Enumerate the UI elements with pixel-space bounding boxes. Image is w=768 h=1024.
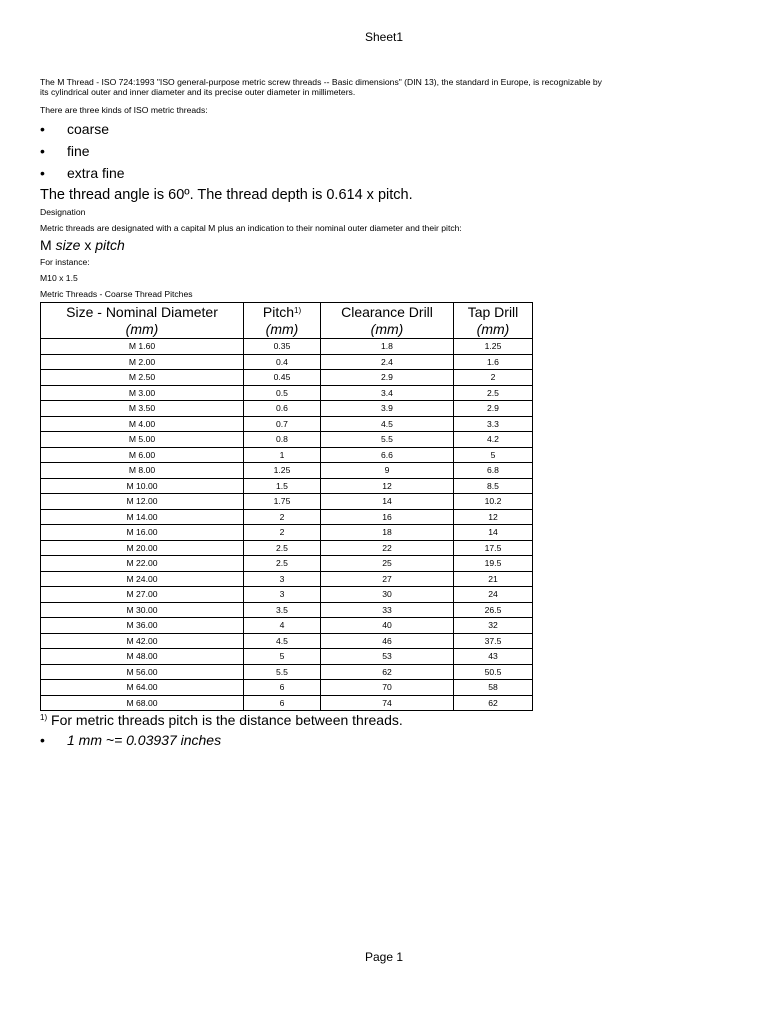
table-row bbox=[41, 525, 533, 541]
table-cell: 62 bbox=[454, 695, 533, 711]
table-row bbox=[41, 680, 533, 696]
table-cell: 8.5 bbox=[454, 478, 533, 494]
table-cell: 0.45 bbox=[244, 370, 321, 386]
table-row bbox=[41, 478, 533, 494]
table-row bbox=[41, 401, 533, 417]
table-cell: 4.5 bbox=[321, 416, 454, 432]
table-row bbox=[41, 509, 533, 525]
table-cell: M 27.00 bbox=[41, 587, 244, 603]
table-cell: 58 bbox=[454, 680, 533, 696]
table-row bbox=[41, 494, 533, 510]
table-cell: 24 bbox=[454, 587, 533, 603]
bullet-icon: • bbox=[40, 121, 45, 137]
table-row bbox=[41, 664, 533, 680]
table-cell: M 56.00 bbox=[41, 664, 244, 680]
table-cell: 2 bbox=[244, 525, 321, 541]
table-cell: 4 bbox=[244, 618, 321, 634]
thread-kinds-list bbox=[40, 118, 700, 184]
table-row bbox=[41, 618, 533, 634]
table-cell: M 2.50 bbox=[41, 370, 244, 386]
header-size: Size - Nominal Diameter (mm) bbox=[41, 303, 244, 339]
table-cell: 4.5 bbox=[244, 633, 321, 649]
table-cell: 22 bbox=[321, 540, 454, 556]
table-cell: M 36.00 bbox=[41, 618, 244, 634]
header-tap-drill: Tap Drill (mm) bbox=[454, 303, 533, 339]
table-cell: 1.25 bbox=[454, 339, 533, 355]
table-cell: 1.75 bbox=[244, 494, 321, 510]
bullet-icon: • bbox=[40, 143, 45, 159]
table-cell: M 6.00 bbox=[41, 447, 244, 463]
table-cell: 40 bbox=[321, 618, 454, 634]
table-cell: 3 bbox=[244, 587, 321, 603]
table-cell: 74 bbox=[321, 695, 454, 711]
table-row bbox=[41, 695, 533, 711]
table-caption: Metric Threads - Coarse Thread Pitches bbox=[40, 289, 193, 299]
table-row bbox=[41, 385, 533, 401]
table-cell: 62 bbox=[321, 664, 454, 680]
table-cell: 1.6 bbox=[454, 354, 533, 370]
intro-line-1: The M Thread - ISO 724:1993 "ISO general-purpose metric screw threads -- Basic dimensions" (DIN 13), the standard in Europe, is recognizable by bbox=[40, 77, 602, 87]
sheet-title: Sheet1 bbox=[364, 30, 404, 44]
table-cell: 3.9 bbox=[321, 401, 454, 417]
table-cell: M 12.00 bbox=[41, 494, 244, 510]
table-row bbox=[41, 633, 533, 649]
table-cell: M 14.00 bbox=[41, 509, 244, 525]
table-cell: 2.9 bbox=[454, 401, 533, 417]
table-row bbox=[41, 416, 533, 432]
table-row bbox=[41, 649, 533, 665]
header-clearance-drill: Clearance Drill (mm) bbox=[321, 303, 454, 339]
intro-paragraph bbox=[40, 77, 700, 97]
bullet-icon: • bbox=[40, 732, 45, 748]
table-cell: 2 bbox=[454, 370, 533, 386]
list-item: • fine bbox=[40, 140, 700, 162]
table-cell: 50.5 bbox=[454, 664, 533, 680]
instance-label: For instance: bbox=[40, 257, 90, 267]
table-cell: M 10.00 bbox=[41, 478, 244, 494]
table-cell: M 42.00 bbox=[41, 633, 244, 649]
table-cell: 5.5 bbox=[244, 664, 321, 680]
table-cell: 6.8 bbox=[454, 463, 533, 479]
table-cell: 0.5 bbox=[244, 385, 321, 401]
list-item: • extra fine bbox=[40, 162, 700, 184]
content-area bbox=[40, 77, 700, 751]
table-cell: 0.35 bbox=[244, 339, 321, 355]
table-cell: 1 bbox=[244, 447, 321, 463]
designation-text: Metric threads are designated with a capital M plus an indication to their nominal outer diameter and their pitch: bbox=[40, 223, 462, 233]
table-cell: M 5.00 bbox=[41, 432, 244, 448]
table-cell: 18 bbox=[321, 525, 454, 541]
table-cell: 1.25 bbox=[244, 463, 321, 479]
table-cell: 10.2 bbox=[454, 494, 533, 510]
table-cell: 46 bbox=[321, 633, 454, 649]
table-cell: 2 bbox=[244, 509, 321, 525]
table-cell: 14 bbox=[454, 525, 533, 541]
table-row bbox=[41, 587, 533, 603]
table-cell: 32 bbox=[454, 618, 533, 634]
table-cell: 12 bbox=[454, 509, 533, 525]
table-cell: 6 bbox=[244, 695, 321, 711]
table-cell: 19.5 bbox=[454, 556, 533, 572]
table-cell: 26.5 bbox=[454, 602, 533, 618]
table-cell: 53 bbox=[321, 649, 454, 665]
table-cell: M 16.00 bbox=[41, 525, 244, 541]
list-item: • coarse bbox=[40, 118, 700, 140]
table-cell: 0.7 bbox=[244, 416, 321, 432]
table-row bbox=[41, 463, 533, 479]
table-row bbox=[41, 354, 533, 370]
table-row bbox=[41, 556, 533, 572]
table-cell: 2.5 bbox=[454, 385, 533, 401]
table-cell: M 22.00 bbox=[41, 556, 244, 572]
table-cell: 2.5 bbox=[244, 540, 321, 556]
table-row bbox=[41, 447, 533, 463]
table-cell: 3 bbox=[244, 571, 321, 587]
table-cell: M 68.00 bbox=[41, 695, 244, 711]
thread-angle-text: The thread angle is 60º. The thread depth is 0.614 x pitch. bbox=[40, 187, 413, 203]
table-row bbox=[41, 602, 533, 618]
table-cell: 0.6 bbox=[244, 401, 321, 417]
table-cell: 5 bbox=[244, 649, 321, 665]
table-cell: M 2.00 bbox=[41, 354, 244, 370]
designation-formula: M size x pitch bbox=[40, 237, 125, 253]
table-cell: 6 bbox=[244, 680, 321, 696]
table-cell: 2.5 bbox=[244, 556, 321, 572]
table-cell: M 20.00 bbox=[41, 540, 244, 556]
table-cell: M 8.00 bbox=[41, 463, 244, 479]
table-cell: 16 bbox=[321, 509, 454, 525]
bullet-icon: • bbox=[40, 165, 45, 181]
table-cell: M 24.00 bbox=[41, 571, 244, 587]
table-cell: M 3.00 bbox=[41, 385, 244, 401]
table-cell: M 30.00 bbox=[41, 602, 244, 618]
table-cell: 1.5 bbox=[244, 478, 321, 494]
table-cell: 43 bbox=[454, 649, 533, 665]
table-body bbox=[41, 339, 533, 711]
table-cell: 27 bbox=[321, 571, 454, 587]
table-cell: 2.4 bbox=[321, 354, 454, 370]
thread-kinds-intro: There are three kinds of ISO metric threads: bbox=[40, 105, 208, 115]
designation-heading: Designation bbox=[40, 207, 86, 217]
table-cell: 37.5 bbox=[454, 633, 533, 649]
header-pitch: Pitch$^{1)}$ (mm) bbox=[244, 303, 321, 339]
table-cell: 21 bbox=[454, 571, 533, 587]
table-cell: M 1.60 bbox=[41, 339, 244, 355]
table-cell: 9 bbox=[321, 463, 454, 479]
table-cell: M 3.50 bbox=[41, 401, 244, 417]
table-cell: 5 bbox=[454, 447, 533, 463]
page-number: Page 1 bbox=[364, 950, 404, 964]
table-row bbox=[41, 339, 533, 355]
thread-table bbox=[40, 302, 533, 711]
table-cell: 25 bbox=[321, 556, 454, 572]
table-cell: 3.4 bbox=[321, 385, 454, 401]
table-cell: 5.5 bbox=[321, 432, 454, 448]
table-row bbox=[41, 432, 533, 448]
table-cell: 4.2 bbox=[454, 432, 533, 448]
table-cell: M 64.00 bbox=[41, 680, 244, 696]
table-cell: 3.3 bbox=[454, 416, 533, 432]
table-cell: 1.8 bbox=[321, 339, 454, 355]
table-cell: 14 bbox=[321, 494, 454, 510]
pitch-footnote: $^{1)}$ For metric threads pitch is the distance between threads. bbox=[40, 712, 403, 728]
table-cell: 3.5 bbox=[244, 602, 321, 618]
table-row bbox=[41, 571, 533, 587]
intro-line-2: its cylindrical outer and inner diameter and its precise outer diameter in millimeters. bbox=[40, 87, 356, 97]
table-cell: 12 bbox=[321, 478, 454, 494]
table-cell: 17.5 bbox=[454, 540, 533, 556]
table-header-row bbox=[41, 303, 533, 339]
table-cell: M 48.00 bbox=[41, 649, 244, 665]
table-row bbox=[41, 370, 533, 386]
conversion-note: • 1 mm ~= 0.03937 inches bbox=[40, 729, 700, 751]
instance-value: M10 x 1.5 bbox=[40, 273, 78, 283]
table-cell: 0.8 bbox=[244, 432, 321, 448]
table-cell: 0.4 bbox=[244, 354, 321, 370]
table-cell: 33 bbox=[321, 602, 454, 618]
table-cell: M 4.00 bbox=[41, 416, 244, 432]
table-cell: 6.6 bbox=[321, 447, 454, 463]
table-row bbox=[41, 540, 533, 556]
table-cell: 70 bbox=[321, 680, 454, 696]
table-cell: 2.9 bbox=[321, 370, 454, 386]
table-cell: 30 bbox=[321, 587, 454, 603]
